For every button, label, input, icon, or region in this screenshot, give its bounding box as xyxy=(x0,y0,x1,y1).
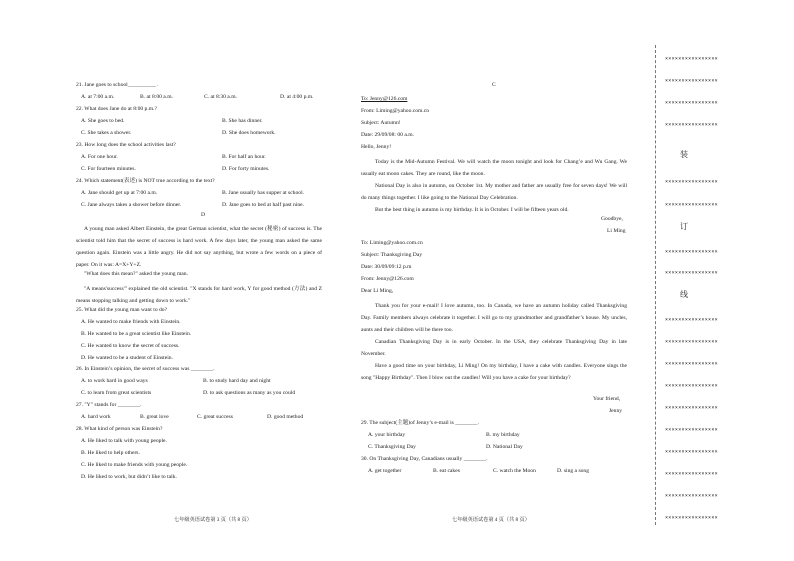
email2-to: To: Liming@yahoo.com.cn xyxy=(361,240,423,246)
q30-option-b: B. eat cakes xyxy=(433,468,460,474)
q21-stem: 21. Jane goes to school__________ . xyxy=(76,82,159,88)
email1-paragraph-2: National Day is also in autumn, on October 1st. My mother and father are usually free for seven days! We will do many things together. I like going to the National Day Celebration. xyxy=(361,183,627,201)
cross-row: ×××××××××××××××× xyxy=(665,179,718,185)
q27-option-d: D. good method xyxy=(267,414,304,420)
email1-paragraph-3: But the best thing in autumn is my birthday. It is in October. I will be fifteen years old. xyxy=(375,207,569,213)
q22-option-c: C. She takes a shower. xyxy=(81,130,132,136)
q26-stem: 26. In Einstein’s opinion, the secret of success was ________. xyxy=(76,366,215,372)
email1-to: To: Jenny@126.com xyxy=(361,96,408,102)
binding-mark-zhuang: 装 xyxy=(680,150,688,159)
q28-option-b: B. He liked to help others. xyxy=(81,450,140,456)
email2-greeting: Dear Li Ming, xyxy=(361,288,394,294)
q30-option-c: C. watch the Moon xyxy=(493,468,536,474)
q24-option-b: B. Jane usually has supper at school. xyxy=(222,190,305,196)
binding-mark-ding: 订 xyxy=(680,222,688,231)
left-page-footer: 七年级英语试卷第 3 页（共 8 页） xyxy=(174,517,252,523)
cross-row: ×××××××××××××××× xyxy=(665,471,718,477)
q24-option-a: A. Jane should get up at 7:00 a.m. xyxy=(81,190,158,196)
email2-paragraph-1: Thank you for your e-mail! I love autumn, too. In Canada, we have an autumn holiday called Thanksgiving Day. Family members always celebrate it together. I will go to my grandmother and grandfather’s house. My uncles, aunts and their children will be there too. xyxy=(361,303,627,333)
binding-line xyxy=(655,45,656,525)
email2-paragraph-3: Have a good time on your birthday, Li Ming! On my birthday, I have a cake with candles. Everyone sings the song "Happy Birthday". Then I blow out the candles! Will you have a cake for your birthday? xyxy=(361,363,627,381)
binding-mark-xian: 线 xyxy=(680,290,688,299)
email1-date: Date: 29/09/08: 00 a.m. xyxy=(361,132,414,138)
q22-option-d: D. She does homework. xyxy=(222,130,276,136)
cross-row: ×××××××××××××××× xyxy=(665,493,718,499)
email1-signature: Li Ming xyxy=(607,228,626,234)
q24-stem: 24. Which statement(表述) is NOT true according to the text? xyxy=(76,178,215,184)
q23-option-b: B. For half an hour. xyxy=(222,154,266,160)
q22-option-a: A. She goes to bed. xyxy=(81,118,125,124)
email2-signature: Jenny xyxy=(609,408,623,414)
section-d-heading: D xyxy=(201,212,206,218)
cross-row: ×××××××××××××××× xyxy=(665,383,718,389)
q26-option-d: D. to ask questions as many as you could xyxy=(203,390,296,396)
q28-option-d: D. He liked to work, but didn’t like to talk. xyxy=(81,474,177,480)
q28-option-a: A. He liked to talk with young people. xyxy=(81,438,167,444)
q25-stem: 25. What did the young man want to do? xyxy=(76,307,168,313)
q28-option-c: C. He liked to make friends with young people. xyxy=(81,462,188,468)
q21-option-a: A. at 7:00 a.m. xyxy=(81,94,115,100)
email1-paragraph-1: Today is the Mid-Autumn Festival. We will watch the moon tonight and look for Chang’e and Wu Gang. We usually eat moon cakes. They are round, like the moon. xyxy=(361,159,627,177)
q28-stem: 28. What kind of person was Einstein? xyxy=(76,426,163,432)
email1-closing: Goodbye, xyxy=(601,216,623,222)
q25-option-d: D. He wanted to be a student of Einstein. xyxy=(81,355,173,361)
email2-date: Date: 30/09/09:12 p.m xyxy=(361,264,412,270)
cross-row: ×××××××××××××××× xyxy=(665,270,718,276)
q21-option-d: D. at 4:00 p.m. xyxy=(280,94,314,100)
q24-option-d: D. Jane goes to bed at half past nine. xyxy=(222,202,305,208)
passage-d-paragraph-2: "What does this mean?" asked the young man. xyxy=(84,271,188,277)
email1-greeting: Hello, Jenny! xyxy=(361,144,392,150)
q22-option-b: B. She has dinner. xyxy=(222,118,263,124)
email2-paragraph-2: Canadian Thanksgiving Day is in early October. In the USA, they celebrate Thanksgiving Day in late November. xyxy=(361,339,627,357)
q29-option-a: A. your birthday xyxy=(368,432,406,438)
email1-from: From: Liming@yahoo.com.cn xyxy=(361,108,430,114)
q23-option-d: D. For forty minutes. xyxy=(222,166,270,172)
q21-option-b: B. at 8:00 a.m. xyxy=(140,94,173,100)
q25-option-a: A. He wanted to make friends with Einstein. xyxy=(81,319,181,325)
q27-stem: 27. "Y" stands for ________. xyxy=(76,402,142,408)
q30-stem: 30. On Thanksgiving Day, Canadians usually ________. xyxy=(361,456,488,462)
q27-option-c: C. great success xyxy=(197,414,233,420)
q29-stem: 29. The subject(主题)of Jenny’s e-mail is ________. xyxy=(361,420,479,426)
q30-option-d: D. sing a song xyxy=(557,468,590,474)
cross-row: ×××××××××××××××× xyxy=(665,122,718,128)
cross-row: ×××××××××××××××× xyxy=(665,317,718,323)
email2-subject: Subject: Thanksgiving Day xyxy=(361,252,423,258)
q26-option-c: C. to learn from great scientists xyxy=(81,390,152,396)
q26-option-b: B. to study hard day and night xyxy=(203,378,271,384)
cross-row: ×××××××××××××××× xyxy=(665,56,718,62)
q23-option-a: A. For one hour. xyxy=(81,154,118,160)
q25-option-c: C. He wanted to know the secret of success. xyxy=(81,343,180,349)
right-page-footer: 七年级英语试卷第 4 页（共 8 页） xyxy=(452,517,530,523)
q25-option-b: B. He wanted to be a great scientist like Einstein. xyxy=(81,331,192,337)
q24-option-c: C. Jane always takes a shower before dinner. xyxy=(81,202,182,208)
email1-subject: Subject: Autumn! xyxy=(361,120,401,126)
cross-row: ×××××××××××××××× xyxy=(665,427,718,433)
q23-option-c: C. For fourteen minutes. xyxy=(81,166,136,172)
cross-row: ×××××××××××××××× xyxy=(665,339,718,345)
q29-option-b: B. my birthday xyxy=(486,432,520,438)
cross-row: ×××××××××××××××× xyxy=(665,202,718,208)
passage-d-paragraph-1: A young man asked Albert Einstein, the great German scientist, what the secret (秘密) of success is. The scientist told him that the secret of success is hard work. A few days later, the young man asked the same question again. Einstein was a little angry. He did not say anything, but wrote a few words on a piece of paper. On it was: A=X+Y+Z. xyxy=(76,226,322,268)
q27-option-a: A. hard work xyxy=(81,414,111,420)
q22-stem: 22. What does Jane do at 8:00 p.m.? xyxy=(76,106,157,112)
q21-option-c: C. at 8:30 a.m. xyxy=(204,94,237,100)
q23-stem: 23. How long does the school activities last? xyxy=(76,142,176,148)
q26-option-a: A. to work hard in good ways xyxy=(81,378,148,384)
q30-option-a: A. get together xyxy=(368,468,402,474)
cross-row: ×××××××××××××××× xyxy=(665,361,718,367)
cross-row: ×××××××××××××××× xyxy=(665,249,718,255)
passage-d-paragraph-3: "A means'success'" explained the old scientist. "X stands for hard work, Y for good method (方法) and Z means stopping talking and getting down to work." xyxy=(76,286,322,304)
q29-option-c: C. Thanksgiving Day xyxy=(368,444,416,450)
section-c-heading: C xyxy=(492,82,496,88)
cross-row: ×××××××××××××××× xyxy=(665,78,718,84)
q29-option-d: D. National Day xyxy=(486,444,523,450)
cross-row: ×××××××××××××××× xyxy=(665,405,718,411)
cross-row: ×××××××××××××××× xyxy=(665,515,718,521)
email2-closing: Your friend, xyxy=(593,396,621,402)
cross-row: ×××××××××××××××× xyxy=(665,100,718,106)
q27-option-b: B. great love xyxy=(140,414,169,420)
cross-row: ×××××××××××××××× xyxy=(665,449,718,455)
email2-from: From: Jenny@126.com xyxy=(361,276,414,282)
